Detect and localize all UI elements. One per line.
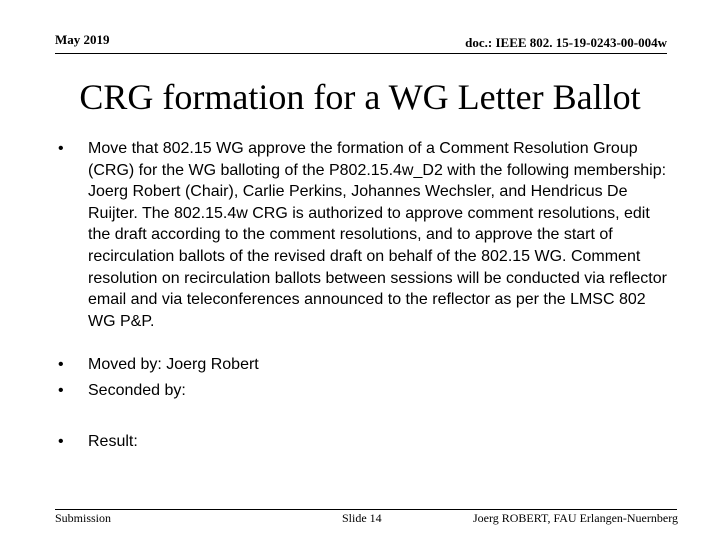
footer-author: Joerg ROBERT, FAU Erlangen-Nuernberg <box>472 511 678 525</box>
header-divider <box>55 53 667 54</box>
footer-divider <box>55 509 677 510</box>
footer-slide-number: Slide 14 <box>342 511 382 525</box>
slide-title: CRG formation for a WG Letter Ballot <box>79 77 641 117</box>
bullet-text: Result: <box>88 432 138 450</box>
header-date: May 2019 <box>55 32 110 47</box>
bullet-dot-icon: • <box>58 432 64 450</box>
bullet-text: Move that 802.15 WG approve the formation of a Comment Resolution Group (CRG) for the WG balloting of the P802.15.4w_D2 with the following membership: Joerg Robert (Chair), Carlie Perkins, Johannes Wechsler, and Hendricus De Ruijter. The 802.15.4w CRG is authorized to approve comment resolutions, edit the draft according to the comment resolutions, and to approve the start of recirculation ballots of the revised draft on behalf of the 802.15 WG. Comment resolution on recirculation ballots between sessions will be conducted via reflector email and via teleconferences announced to the reflector as per the LMSC 802 WG P&P. <box>88 140 667 330</box>
header-doc-id: doc.: IEEE 802. 15-19-0243-00-004w <box>465 35 667 50</box>
bullet-seconded-by <box>58 380 668 402</box>
footer-submission: Submission <box>55 511 112 525</box>
bullet-text: Moved by: Joerg Robert <box>88 356 259 374</box>
bullet-text: Seconded by: <box>88 381 186 399</box>
bullet-dot-icon: • <box>58 381 64 399</box>
bullet-list <box>58 138 668 452</box>
bullet-dot-icon: • <box>58 356 64 374</box>
bullet-motion <box>58 138 668 332</box>
bullet-result <box>58 431 668 453</box>
bullet-dot-icon: • <box>58 140 64 157</box>
bullet-moved-by <box>58 354 668 376</box>
